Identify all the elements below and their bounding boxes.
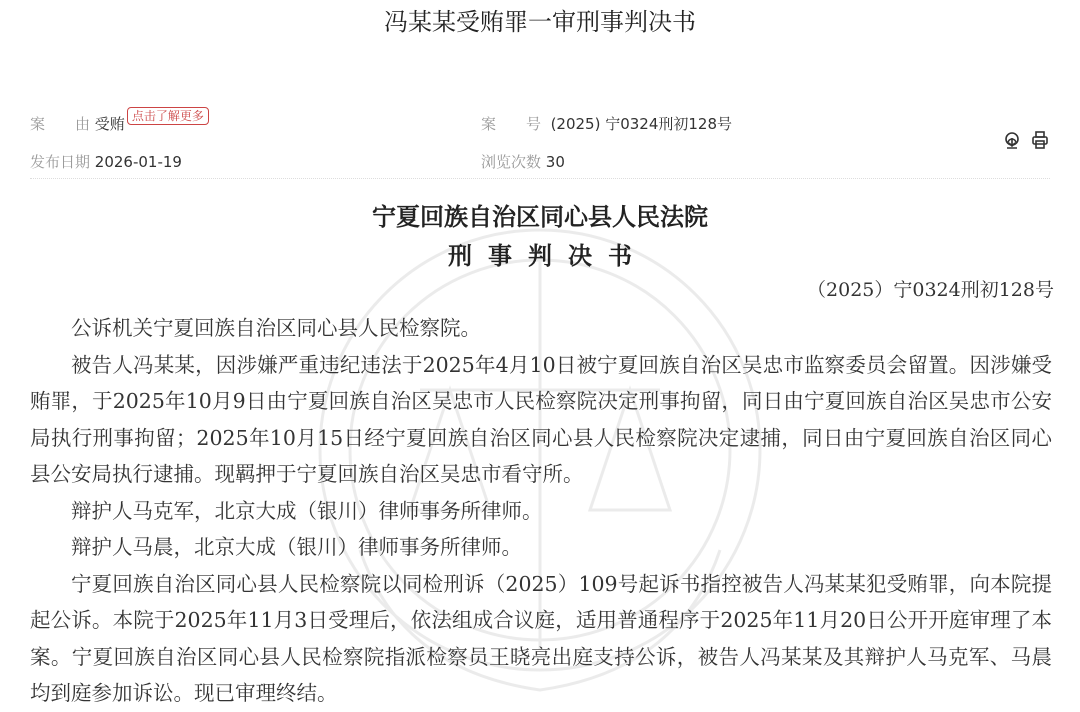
cause-value: 受贿	[94, 115, 125, 133]
case-no-row	[481, 113, 732, 134]
document-type: 刑事判决书	[448, 242, 648, 270]
download-icon[interactable]	[1002, 130, 1022, 150]
views-value: 30	[545, 153, 565, 171]
cause-label: 案 由	[30, 115, 91, 133]
page-title: 冯某某受贿罪一审刑事判决书	[384, 8, 696, 36]
document-body	[30, 310, 1052, 712]
publish-row	[30, 151, 182, 172]
case-no-label: 案 号	[481, 115, 542, 133]
views-row	[481, 151, 565, 172]
learn-more-link[interactable]: 点击了解更多	[127, 107, 209, 125]
views-label: 浏览次数	[481, 153, 542, 171]
publish-label: 发布日期	[30, 153, 91, 171]
print-icon[interactable]	[1030, 130, 1050, 150]
court-name: 宁夏回族自治区同心县人民法院	[372, 203, 708, 231]
paragraph: 辩护人马晨，北京大成（银川）律师事务所律师。	[71, 535, 522, 559]
paragraph: 被告人冯某某，因涉嫌严重违纪违法于2025年4月10日被宁夏回族自治区吴忠市监察委员会留置。因涉嫌受贿罪，于2025年10月9日由宁夏回族自治区吴忠市人民检察院决定刑事拘留，同日由宁夏回族自治区吴忠市公安局执行刑事拘留；2025年10月15日经宁夏回族自治区同心县人民检察院决定逮捕，同日由宁夏回族自治区同心县公安局执行逮捕。现羁押于宁夏回族自治区吴忠市看守所。	[30, 352, 1052, 486]
publish-value: 2026-01-19	[94, 153, 182, 171]
cause-row	[30, 109, 209, 134]
paragraph: 公诉机关宁夏回族自治区同心县人民检察院。	[71, 316, 481, 340]
paragraph: 宁夏回族自治区同心县人民检察院以同检刑诉（2025）109号起诉书指控被告人冯某某犯受贿罪，向本院提起公诉。本院于2025年11月3日受理后，依法组成合议庭，适用普通程序于2025年11月20日公开开庭审理了本案。宁夏回族自治区同心县人民检察院指派检察员王晓亮出庭支持公诉，被告人冯某某及其辩护人马克军、马晨均到庭参加诉讼。现已审理终结。	[30, 571, 1052, 705]
paragraph: 辩护人马克军，北京大成（银川）律师事务所律师。	[71, 498, 543, 523]
toolbar	[1002, 130, 1050, 150]
case-no-value: (2025) 宁0324刑初128号	[550, 115, 733, 133]
divider	[30, 178, 1050, 179]
case-number: （2025）宁0324刑初128号	[807, 279, 1054, 301]
